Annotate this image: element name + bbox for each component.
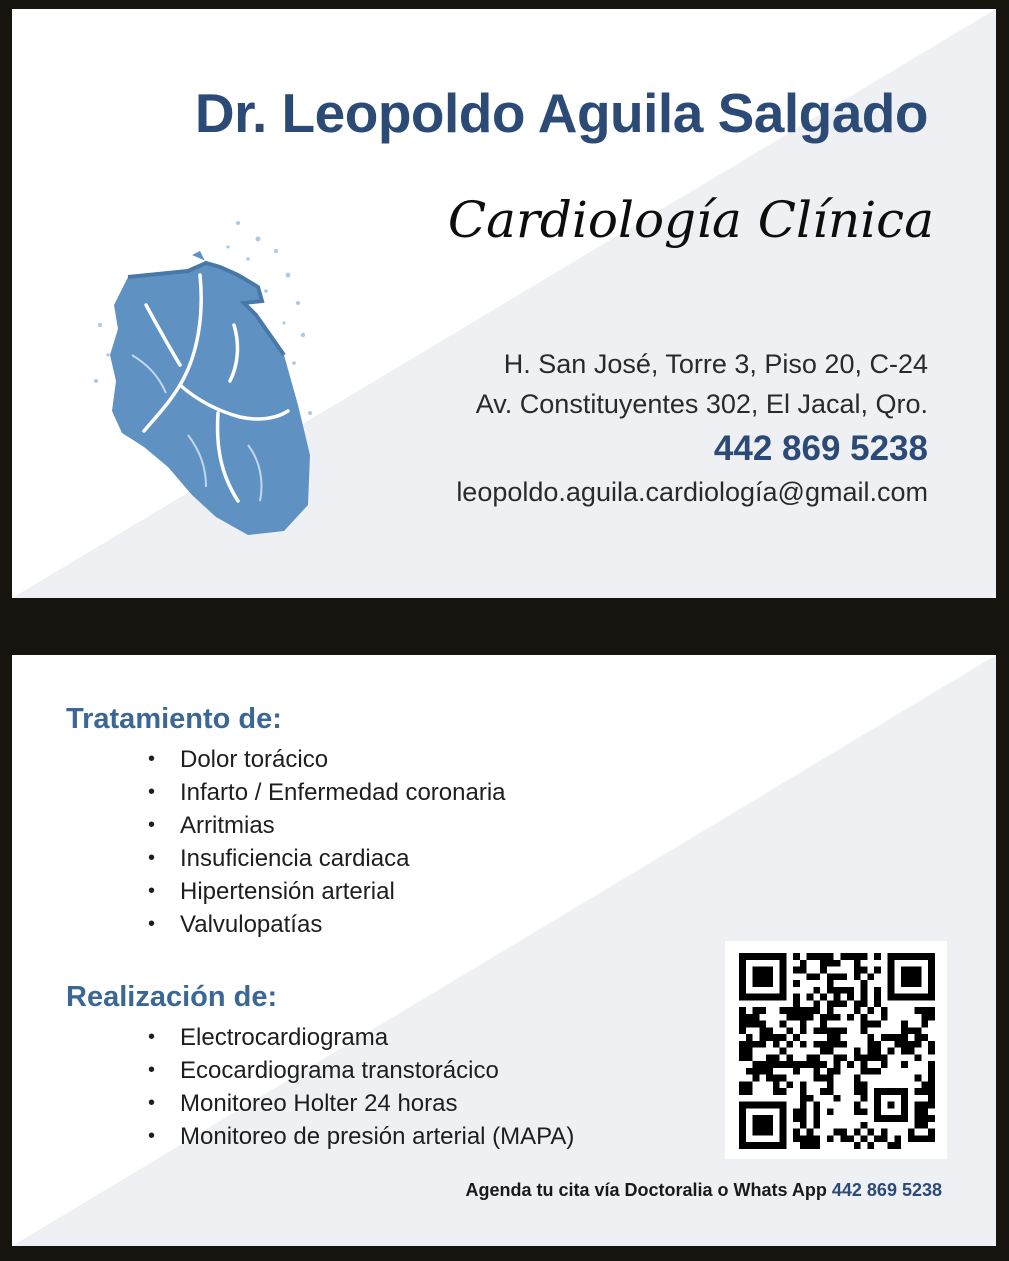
list-item	[148, 1054, 574, 1087]
list-item-text: Hipertensión arterial	[180, 878, 395, 905]
bullet: •	[148, 1125, 156, 1147]
bullet: •	[148, 748, 156, 770]
bullet: •	[148, 814, 156, 836]
anatomical-heart-icon	[88, 205, 318, 541]
list-item	[148, 809, 506, 842]
list-item-text: Valvulopatías	[180, 911, 323, 938]
list-item	[148, 875, 506, 908]
footer-text: Agenda tu cita vía Doctoralia o Whats App	[465, 1180, 827, 1200]
business-card-back	[12, 655, 996, 1246]
bullet: •	[148, 847, 156, 869]
list-item-text: Monitoreo Holter 24 horas	[180, 1090, 458, 1117]
list-item	[148, 776, 506, 809]
list-item	[148, 743, 506, 776]
list-item-text: Ecocardiograma transtorácico	[180, 1057, 499, 1084]
bullet: •	[148, 1092, 156, 1114]
specialty-title: Cardiología Clínica	[447, 191, 934, 249]
treatment-heading: Tratamiento de:	[66, 703, 282, 735]
phone-number[interactable]: 442 869 5238	[713, 429, 928, 468]
procedures-heading: Realización de:	[66, 981, 278, 1013]
address-line-1: H. San José, Torre 3, Piso 20, C-24	[503, 349, 928, 379]
list-item	[148, 1021, 574, 1054]
list-item-text: Monitoreo de presión arterial (MAPA)	[180, 1123, 575, 1150]
footer-phone[interactable]: 442 869 5238	[831, 1180, 942, 1200]
list-item-text: Dolor torácico	[180, 746, 329, 773]
business-card-front	[12, 9, 996, 598]
procedures-list	[148, 1021, 574, 1153]
bullet: •	[148, 880, 156, 902]
bullet: •	[148, 913, 156, 935]
qr-code-icon[interactable]	[739, 953, 935, 1149]
list-item-text: Electrocardiograma	[180, 1024, 389, 1051]
list-item	[148, 1120, 574, 1153]
email-address[interactable]: leopoldo.aguila.cardiología@gmail.com	[456, 477, 928, 507]
bullet: •	[148, 1059, 156, 1081]
list-item-text: Insuficiencia cardiaca	[180, 845, 410, 872]
list-item-text: Infarto / Enfermedad coronaria	[180, 779, 506, 806]
list-item-text: Arritmias	[180, 812, 275, 839]
list-item	[148, 908, 506, 941]
doctor-name: Dr. Leopoldo Aguila Salgado	[194, 82, 928, 144]
list-item	[148, 842, 506, 875]
address-line-2: Av. Constituyentes 302, El Jacal, Qro.	[475, 389, 928, 419]
bullet: •	[148, 781, 156, 803]
bullet: •	[148, 1026, 156, 1048]
list-item	[148, 1087, 574, 1120]
appointment-footer	[465, 1180, 942, 1201]
qr-code-panel[interactable]	[725, 941, 947, 1159]
treatment-list	[148, 743, 506, 941]
